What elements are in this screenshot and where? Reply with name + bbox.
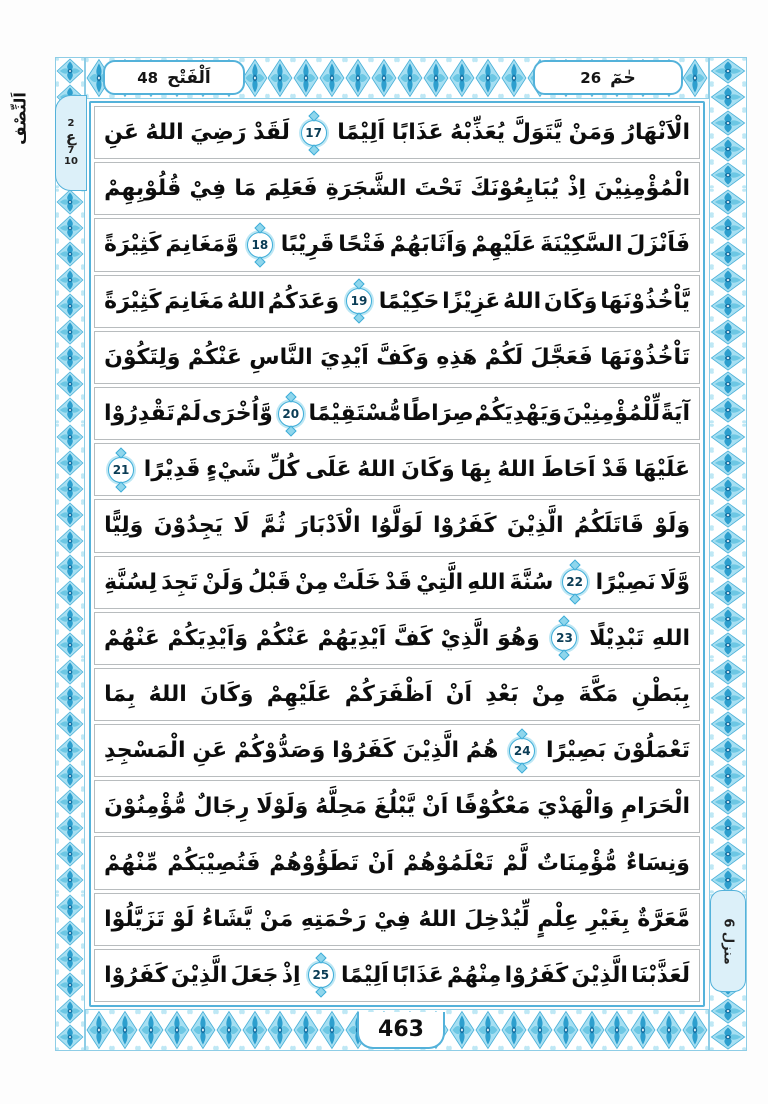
juz-header-cartouche [533, 60, 683, 95]
ayah-marker-25: 25 [308, 962, 334, 988]
quran-line-2: الْمُؤْمِنِيْنَ اِذْ يُبَايِعُوْنَكَ تَحْتَ الشَّجَرَةِ فَعَلِمَ مَا فِيْ قُلُوْبِهِمْ [94, 162, 700, 215]
quran-line-5: تَاْخُذُوْنَهَا فَعَجَّلَ لَكُمْ هَذِهِ وَكَفَّ اَيْدِيَ النَّاسِ عَنْكُمْ وَلِتَكُوْنَ [94, 331, 700, 384]
quran-line-8: وَلَوْ قَاتَلَكُمُ الَّذِيْنَ كَفَرُوْا لَوَلَّوُا الْاَدْبَارَ ثُمَّ لَا يَجِدُوْنَ وَلِيًّا [94, 499, 700, 552]
surah-number: 48 [137, 68, 159, 87]
surah-name: اَلْفَتْح [167, 67, 211, 88]
quran-line-14: وَنِسَاءٌ مُّؤْمِنَاتٌ لَّمْ تَعْلَمُوْهُمْ اَنْ تَطَؤُوْهُمْ فَتُصِيْبَكُمْ مِّنْهُمْ [94, 836, 700, 889]
ruku-ain-mark: ع [65, 128, 77, 146]
quran-line-7: عَلَيْهَا قَدْ اَحَاطَ اللهُ بِهَا وَكَانَ اللهُ عَلَى كُلِّ شَيْءٍ قَدِيْرًا 21 [94, 443, 700, 496]
section-half-label: اَلنِّصْف [10, 92, 30, 145]
mushaf-page-frame [10, 57, 747, 1051]
juz-number: 26 [580, 68, 602, 87]
quran-line-15: مَّعَرَّةٌ بِغَيْرِ عِلْمٍ لِّيُدْخِلَ اللهُ فِيْ رَحْمَتِهِ مَنْ يَّشَاءُ لَوْ تَزَيَّلُوْا [94, 893, 700, 946]
ayah-marker-24: 24 [509, 738, 535, 764]
ruku-number-bottom: 10 [64, 156, 78, 167]
quran-line-10: اللهِ تَبْدِيْلًا 23 وَهُوَ الَّذِيْ كَفَّ اَيْدِيَهُمْ عَنْكُمْ وَاَيْدِيَكُمْ عَنْهُمْ [94, 612, 700, 665]
quran-line-1: الْاَنْهَارُ وَمَنْ يَّتَوَلَّ يُعَذِّبْهُ عَذَابًا اَلِيْمًا 17 لَقَدْ رَضِيَ اللهُ عَنِ [94, 106, 700, 159]
page-number: 463 [378, 1017, 424, 1042]
ruku-number-mid: 7 [67, 145, 75, 156]
ayah-marker-22: 22 [562, 569, 588, 595]
ayah-marker-23: 23 [551, 625, 577, 651]
quran-text-block [89, 101, 705, 1007]
ayah-marker-20: 20 [278, 401, 304, 427]
quran-line-9: وَّلَا نَصِيْرًا 22 سُنَّةَ اللهِ الَّتِيْ قَدْ خَلَتْ مِنْ قَبْلُ وَلَنْ تَجِدَ لِسُنَّةِ [94, 556, 700, 609]
quran-line-12: تَعْمَلُوْنَ بَصِيْرًا 24 هُمُ الَّذِيْنَ كَفَرُوْا وَصَدُّوْكُمْ عَنِ الْمَسْجِدِ [94, 724, 700, 777]
ayah-marker-17: 17 [301, 120, 327, 146]
juz-name: حٰمٓ [610, 67, 636, 88]
ornamental-border-left [55, 57, 85, 1051]
ayah-marker-21: 21 [108, 457, 134, 483]
manzil-label: منزل 6 [720, 917, 736, 965]
page-number-tab [357, 1012, 445, 1049]
quran-line-4: يَّاْخُذُوْنَهَا وَكَانَ اللهُ عَزِيْزًا حَكِيْمًا 19 وَعَدَكُمُ اللهُ مَغَانِمَ كَثِيْرَةً [94, 275, 700, 328]
ayah-marker-18: 18 [247, 232, 273, 258]
ruku-marker-tab [55, 95, 87, 191]
quran-line-13: الْحَرَامِ وَالْهَدْيَ مَعْكُوْفًا اَنْ يَّبْلُغَ مَحِلَّهُ وَلَوْلَا رِجَالٌ مُّؤْمِنُوْنَ [94, 780, 700, 833]
quran-line-11: بِبَطْنِ مَكَّةَ مِنْ بَعْدِ اَنْ اَظْفَرَكُمْ عَلَيْهِمْ وَكَانَ اللهُ بِمَا [94, 668, 700, 721]
quran-line-16: لَعَذَّبْنَا الَّذِيْنَ كَفَرُوْا مِنْهُمْ عَذَابًا اَلِيْمًا 25 اِذْ جَعَلَ الَّذِيْنَ كَفَرُوْا [94, 949, 700, 1002]
quran-line-6: آيَةً لِّلْمُؤْمِنِيْنَ وَيَهْدِيَكُمْ صِرَاطًا مُّسْتَقِيْمًا 20 وَّاُخْرَى لَمْ تَقْدِرُوْا [94, 387, 700, 440]
manzil-marker-tab [710, 890, 746, 992]
quran-line-3: فَاَنْزَلَ السَّكِيْنَةَ عَلَيْهِمْ وَاَثَابَهُمْ فَتْحًا قَرِيْبًا 18 وَّمَغَانِمَ كَثِيْرَةً [94, 218, 700, 271]
surah-header-cartouche [103, 60, 245, 95]
border-floral-motifs-left [56, 58, 84, 1050]
ayah-marker-19: 19 [346, 288, 372, 314]
ruku-number-top: 2 [67, 118, 75, 129]
